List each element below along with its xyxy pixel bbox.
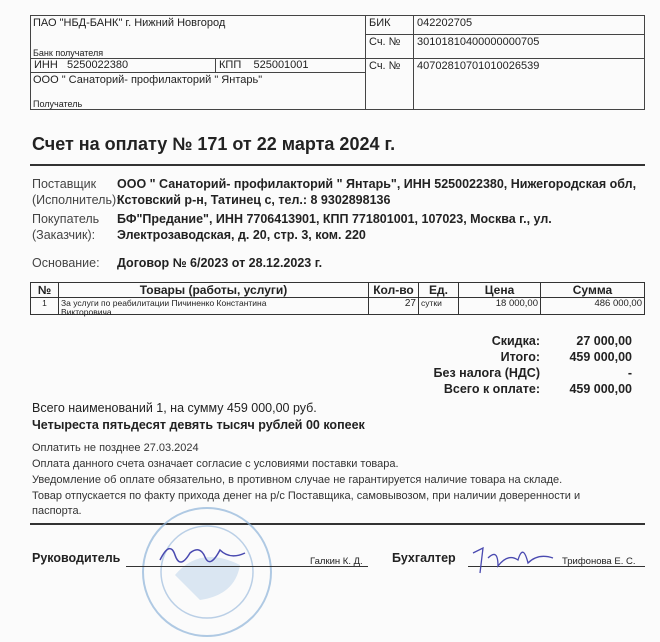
buyer-label: Покупатель (32, 212, 100, 226)
buyer-label-2: (Заказчик): (32, 228, 96, 242)
inn-cell (30, 58, 216, 73)
row-sum: 486 000,00 (540, 297, 645, 315)
row-qty: 27 (368, 297, 419, 315)
accountant-name: Трифонова Е. С. (562, 556, 636, 567)
inn-value: 5250022380 (66, 59, 129, 71)
corr-account-label: Сч. № (365, 34, 414, 59)
items-summary: Всего наименований 1, на сумму 459 000,00 руб. (32, 401, 317, 415)
amount-in-words: Четыреста пятьдесят девять тысяч рублей 00 копеек (32, 418, 365, 432)
divider (30, 523, 645, 525)
col-sum: Сумма (540, 282, 645, 298)
recipient-label: Получатель (33, 99, 83, 109)
accountant-signature (468, 538, 558, 578)
buyer-line-1: БФ"Предание", ИНН 7706413901, КПП 771801001, 107023, Москва г., ул. (117, 212, 552, 226)
kpp-label: КПП (219, 59, 242, 71)
note: Оплата данного счета означает согласие с условиями поставки товара. (32, 458, 399, 470)
row-name-line-1: За услуги по реабилитации Пичиненко Константина (61, 298, 267, 308)
buyer-line-2: Электрозаводская, д. 20, стр. 3, ком. 220 (117, 228, 366, 242)
company-stamp (140, 505, 275, 640)
kpp-value: 525001001 (253, 59, 309, 71)
corr-account-value: 30101810400000000705 (413, 34, 645, 59)
row-name (58, 297, 369, 315)
grand-total-label: Всего к оплате: (443, 382, 540, 396)
col-price: Цена (458, 282, 541, 298)
kpp-cell (215, 58, 366, 73)
bank-name: ПАО "НБД-БАНК" г. Нижний Новгород (33, 17, 226, 29)
discount-label: Скидка: (491, 334, 540, 348)
account-value: 40702810701010026539 (413, 58, 645, 110)
bik-label: БИК (365, 15, 414, 35)
director-signature (150, 535, 250, 570)
inn-label: ИНН (34, 59, 58, 71)
vat-value: - (627, 366, 632, 380)
col-qty: Кол-во (368, 282, 419, 298)
row-number: 1 (30, 297, 59, 315)
basis-label: Основание: (32, 256, 100, 270)
supplier-line-1: ООО " Санаторий- профилакторий " Янтарь", ИНН 5250022380, Нижегородская обл, (117, 177, 637, 191)
note: паспорта. (32, 505, 82, 517)
total-label: Итого: (500, 350, 540, 364)
note: Товар отпускается по факту прихода денег на р/с Поставщика, самовывозом, при наличии доверенности и (32, 490, 581, 502)
director-name: Галкин К. Д. (310, 556, 363, 567)
col-goods: Товары (работы, услуги) (58, 282, 369, 298)
row-name-line-2: Викторовича (61, 307, 112, 317)
supplier-line-2: Кстовский р-н, Татинец с, тел.: 8 9302898136 (117, 193, 391, 207)
supplier-label-2: (Исполнитель): (32, 193, 120, 207)
bank-label: Банк получателя (33, 48, 104, 58)
col-number: № (30, 282, 59, 298)
col-unit: Ед. (418, 282, 459, 298)
row-price: 18 000,00 (458, 297, 541, 315)
note: Оплатить не позднее 27.03.2024 (32, 442, 199, 454)
director-label: Руководитель (32, 551, 121, 565)
bik-value: 042202705 (413, 15, 645, 35)
grand-total-value: 459 000,00 (569, 382, 632, 396)
invoice-title: Счет на оплату № 171 от 22 марта 2024 г. (32, 134, 396, 154)
total-value: 459 000,00 (569, 350, 632, 364)
recipient-name: ООО " Санаторий- профилакторий " Янтарь" (33, 74, 263, 86)
supplier-label: Поставщик (32, 177, 97, 191)
note: Уведомление об оплате обязательно, в противном случае не гарантируется наличие товара на складе. (32, 474, 563, 486)
basis-value: Договор № 6/2023 от 28.12.2023 г. (117, 256, 323, 270)
row-unit: сутки (418, 297, 459, 315)
accountant-label: Бухгалтер (392, 551, 456, 565)
discount-value: 27 000,00 (576, 334, 632, 348)
vat-label: Без налога (НДС) (433, 366, 540, 380)
divider (30, 164, 645, 166)
account-label: Сч. № (365, 58, 414, 110)
